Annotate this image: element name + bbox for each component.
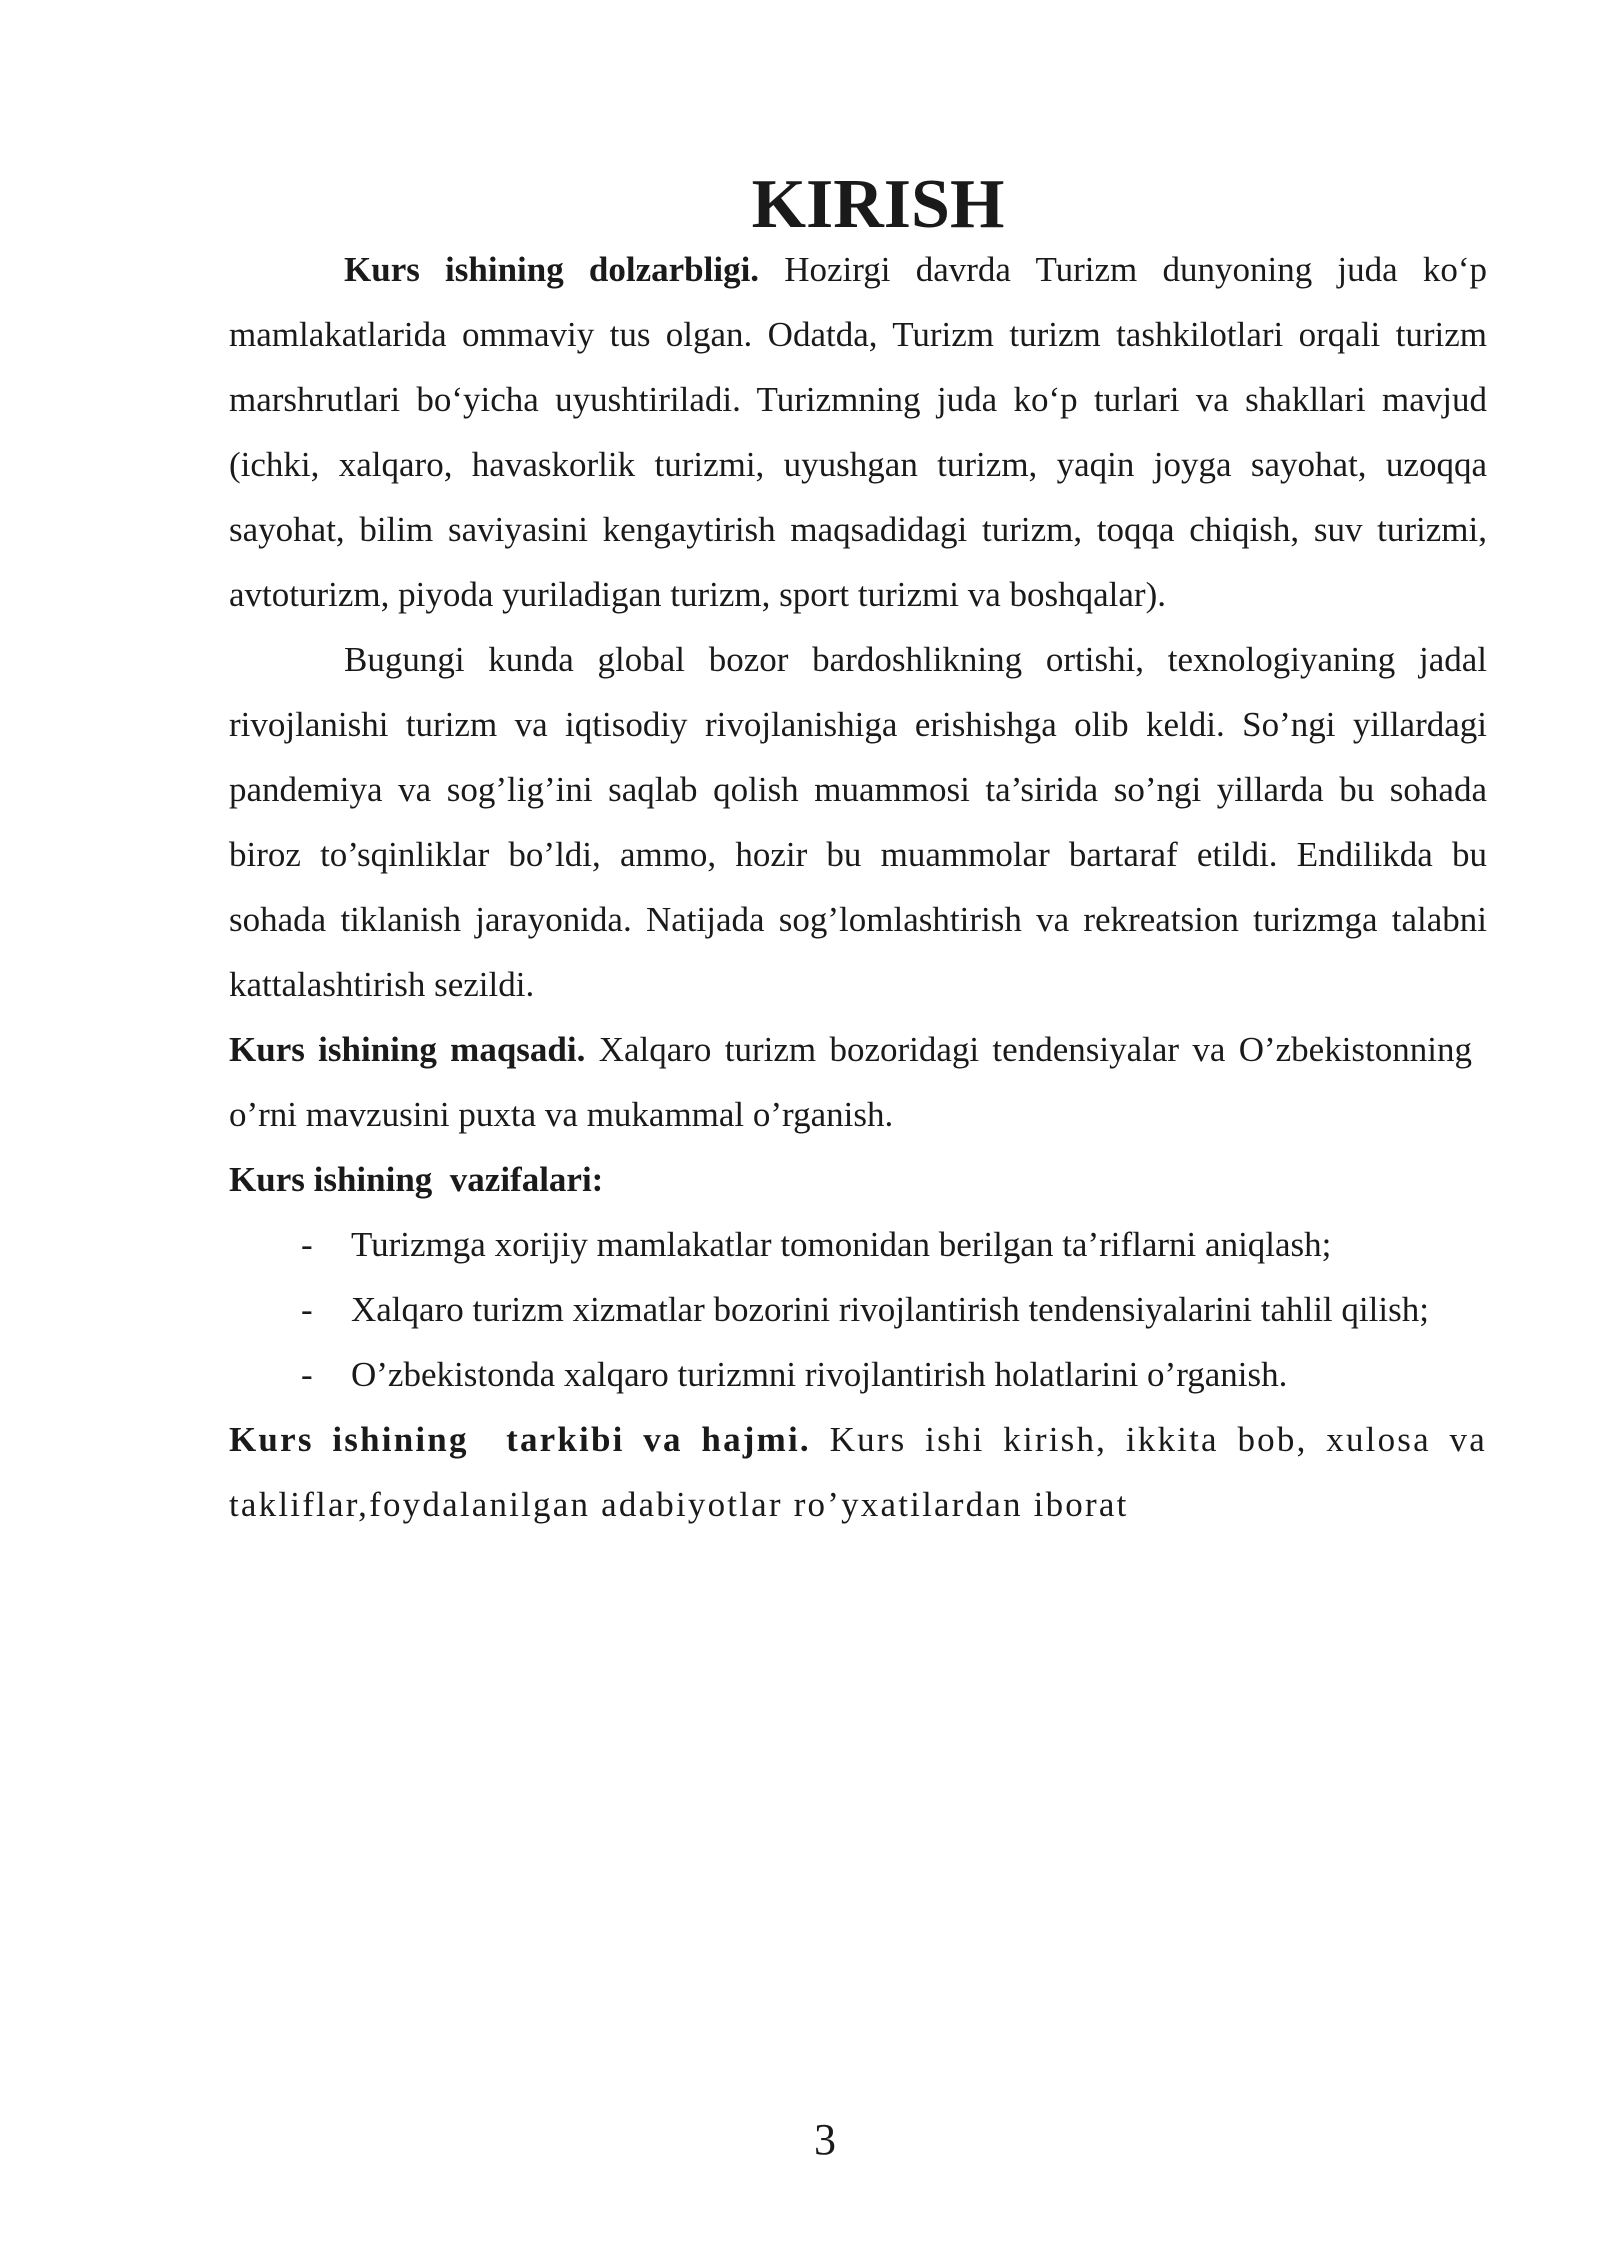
context-paragraph: Bugungi kunda global bozor bardoshlikning ortishi, texnologiyaning jadal rivojlanishi turizm va iqtisodiy rivojlanishiga erishishga olib keldi. So’ngi yillardagi pandemiya va sog’lig’ini saqlab qolish muammosi ta’sirida so’ngi yillarda bu sohada biroz to’sqinliklar bo’ldi, ammo, hozir bu muammolar bartaraf etildi. Endilikda bu sohada tiklanish jarayonida. Natijada sog’lomlashtirish va rekreatsion turizmga talabni kattalashtirish sezildi. [229,640,1487,1004]
list-item-text: Turizmga xorijiy mamlakatlar tomonidan berilgan ta’riflarni aniqlash; [351,1225,1332,1264]
tasks-list [229,1212,1487,1407]
relevance-heading: Kurs ishining dolzarbligi. [344,250,760,289]
relevance-text: Hozirgi davrda Turizm dunyoning juda ko‘p mamlakatlarida ommaviy tus olgan. Odatda, Turizm turizm tashkilotlari orqali turizm marshrutlari bo‘yicha uyushtiriladi. Turizmning juda ko‘p turlari va shakllari mavjud (ichki, xalqaro, havaskorlik turizmi, uyushgan turizm, yaqin joyga sayohat, uzoqqa sayohat, bilim saviyasini kengaytirish maqsadidagi turizm, toqqa chiqish, suv turizmi, avtoturizm, piyoda yuriladigan turizm, sport turizmi va boshqalar). [229,250,1487,614]
structure-paragraph [229,1407,1487,1537]
goal-text: Xalqaro turizm bozoridagi tendensiyalar va O’zbekistonning o’rni mavzusini puxta va mukammal o’rganish. [229,1030,1472,1134]
structure-text: Kurs ishi kirish, ikkita bob, xulosa va takliflar,foydalanilgan adabiyotlar ro’yxatilardan iborat [229,1420,1487,1524]
list-dash: - [301,1355,313,1394]
document-page [229,166,1487,1537]
list-item [229,1342,1472,1407]
list-item-text: Xalqaro turizm xizmatlar bozorini rivojlantirish tendensiyalarini tahlil qilish; [351,1290,1429,1329]
goal-paragraph [229,1017,1487,1147]
list-dash: - [301,1225,313,1264]
page-title: KIRISH [751,166,1005,243]
list-item-text: O’zbekistonda xalqaro turizmni rivojlantirish holatlarini o’rganish. [351,1355,1288,1394]
list-item [229,1212,1472,1277]
page-number: 3 [814,2115,836,2164]
list-dash: - [301,1290,313,1329]
relevance-paragraph [229,237,1487,627]
goal-heading: Kurs ishining maqsadi. [229,1030,586,1069]
list-item [229,1277,1472,1342]
structure-heading: Kurs ishining tarkibi va hajmi. [229,1420,811,1459]
tasks-heading: Kurs ishining vazifalari: [229,1160,604,1199]
